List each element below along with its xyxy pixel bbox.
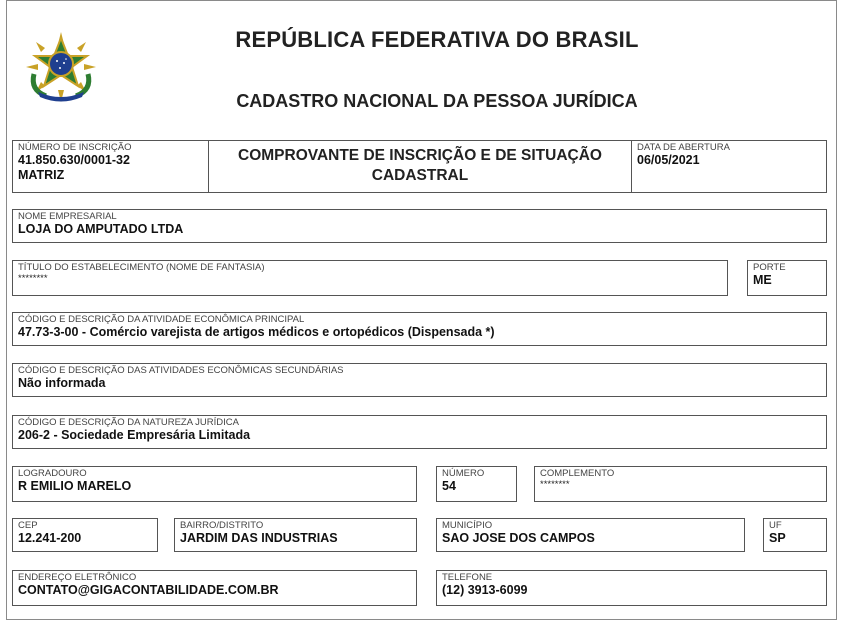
telefone-value: (12) 3913-6099 [442,583,528,597]
bairro-label: BAIRRO/DISTRITO [180,520,264,531]
document-title: REPÚBLICA FEDERATIVA DO BRASIL [235,27,639,52]
document-subtitle: CADASTRO NACIONAL DA PESSOA JURÍDICA [236,91,638,111]
logradouro-value: R EMILIO MARELO [18,479,132,493]
numero-value: 54 [442,479,456,493]
porte-box [747,260,827,296]
inscricao-label: NÚMERO DE INSCRIÇÃO [18,142,132,153]
inscricao-type: MATRIZ [18,168,65,182]
nome-empresarial-value: LOJA DO AMPUTADO LTDA [18,222,184,236]
municipio-value: SAO JOSE DOS CAMPOS [442,531,595,545]
abertura-value: 06/05/2021 [637,153,700,167]
uf-value: SP [769,531,786,545]
abertura-label: DATA DE ABERTURA [637,142,730,153]
brazil-coat-of-arms-icon [24,30,98,104]
atividades-secundarias-label: CÓDIGO E DESCRIÇÃO DAS ATIVIDADES ECONÔMICAS SECUNDÁRIAS [18,365,344,376]
complemento-value: ******** [540,479,570,490]
cep-value: 12.241-200 [18,531,82,545]
municipio-box [436,518,745,552]
complemento-label: COMPLEMENTO [540,468,615,479]
inscricao-box [12,140,209,193]
porte-label: PORTE [753,262,786,273]
uf-label: UF [769,520,782,531]
atividade-principal-label: CÓDIGO E DESCRIÇÃO DA ATIVIDADE ECONÔMICA PRINCIPAL [18,314,305,325]
titulo-value: ******** [18,273,48,284]
email-box [12,570,417,606]
abertura-box [631,140,827,193]
document-page [6,0,837,620]
bairro-box [174,518,417,552]
atividades-secundarias-box [12,363,827,397]
logradouro-box [12,466,417,502]
telefone-label: TELEFONE [442,572,493,583]
email-label: ENDEREÇO ELETRÔNICO [18,572,137,583]
logradouro-label: LOGRADOURO [18,468,87,479]
comprovante-title [209,146,631,186]
complemento-box [534,466,827,502]
numero-box [436,466,517,502]
atividades-secundarias-value: Não informada [18,376,106,390]
titulo-label: TÍTULO DO ESTABELECIMENTO (NOME DE FANTASIA) [18,262,265,273]
comprovante-line1: COMPROVANTE DE INSCRIÇÃO E DE SITUAÇÃO [238,147,602,164]
email-value: CONTATO@GIGACONTABILIDADE.COM.BR [18,583,279,597]
telefone-box [436,570,827,606]
cep-box [12,518,158,552]
natureza-juridica-box [12,415,827,449]
nome-empresarial-box [12,209,827,243]
comprovante-box [208,140,632,193]
uf-box [763,518,827,552]
inscricao-number: 41.850.630/0001-32 [18,153,130,167]
numero-label: NÚMERO [442,468,485,479]
atividade-principal-box [12,312,827,346]
nome-empresarial-label: NOME EMPRESARIAL [18,211,117,222]
natureza-juridica-value: 206-2 - Sociedade Empresária Limitada [18,428,251,442]
atividade-principal-value: 47.73-3-00 - Comércio varejista de artigos médicos e ortopédicos (Dispensada *) [18,325,495,339]
porte-value: ME [753,273,772,287]
comprovante-line2: CADASTRAL [371,167,469,184]
titulo-box [12,260,728,296]
natureza-juridica-label: CÓDIGO E DESCRIÇÃO DA NATUREZA JURÍDICA [18,417,239,428]
cep-label: CEP [18,520,38,531]
municipio-label: MUNICÍPIO [442,520,493,531]
bairro-value: JARDIM DAS INDUSTRIAS [180,531,338,545]
